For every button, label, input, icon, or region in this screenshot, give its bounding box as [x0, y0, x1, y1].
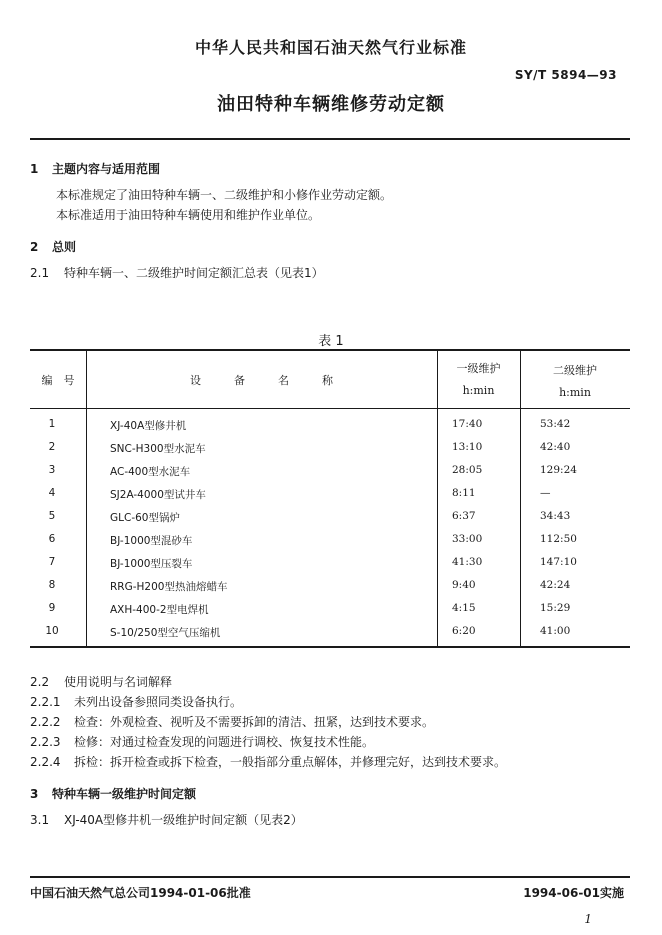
- cell-level1: 41:30: [452, 556, 483, 568]
- cell-level2: —: [540, 487, 551, 499]
- table-caption: 表 1: [318, 334, 344, 349]
- clause-3-1: [30, 811, 303, 828]
- standard-code: SY/T 5894—93: [514, 68, 617, 82]
- cell-equipment: SJ2A-4000型试井车: [110, 489, 206, 501]
- clause-2-2-4: [30, 753, 506, 770]
- cell-level1: 4:15: [452, 602, 476, 614]
- footer-divider: [30, 876, 630, 878]
- cell-level1: 6:37: [452, 510, 476, 522]
- header-level2: 二级维护: [553, 364, 597, 377]
- cell-level1: 6:20: [452, 625, 476, 637]
- cell-level2: 112:50: [540, 533, 577, 545]
- table-top-rule: [30, 349, 630, 351]
- clause-number: 2.2: [30, 675, 50, 689]
- header-level1-unit: h:min: [462, 384, 495, 397]
- cell-level2: 129:24: [540, 464, 577, 476]
- table-row: [30, 464, 630, 486]
- clause-2-2-1: [30, 693, 242, 710]
- paragraph: 本标准规定了油田特种车辆一、二级维护和小修作业劳动定额。: [56, 188, 393, 202]
- clause-2-1: [30, 264, 324, 281]
- cell-number: 4: [48, 487, 56, 499]
- effective-date: 1994-06-01实施: [523, 886, 624, 900]
- cell-number: 3: [48, 464, 56, 476]
- clause-text: 特种车辆一、二级维护时间定额汇总表（见表1）: [64, 266, 324, 280]
- header-divider: [30, 138, 630, 140]
- section-number: 2: [30, 240, 39, 254]
- cell-number: 1: [48, 418, 56, 430]
- section-number: 3: [30, 787, 39, 801]
- cell-level2: 34:43: [540, 510, 571, 522]
- header-level2-unit: h:min: [559, 386, 591, 399]
- section-title: 主题内容与适用范围: [52, 162, 161, 176]
- table-row: [30, 556, 630, 578]
- cell-equipment: AXH-400-2型电焊机: [110, 604, 209, 616]
- cell-number: 8: [48, 579, 56, 591]
- cell-level1: 9:40: [452, 579, 476, 591]
- clause-text: 拆检：拆开检查或拆下检查，一般指部分重点解体，并修理完好，达到技术要求。: [74, 755, 507, 769]
- clause-2-2: [30, 673, 172, 690]
- table-header-rule: [30, 408, 630, 409]
- page-number: 1: [584, 912, 592, 926]
- cell-equipment: XJ-40A型修井机: [110, 420, 187, 432]
- approval-line: 中国石油天然气总公司1994-01-06批准: [30, 886, 251, 900]
- table-row: [30, 418, 630, 440]
- clause-number: 2.2.1: [30, 695, 61, 709]
- cell-equipment: BJ-1000型压裂车: [110, 558, 193, 570]
- cell-level2: 42:24: [540, 579, 571, 591]
- clause-text: 检修：对通过检查发现的问题进行调校、恢复技术性能。: [74, 735, 375, 749]
- cell-number: 10: [45, 625, 59, 637]
- cell-equipment: RRG-H200型热油熔蜡车: [110, 581, 228, 593]
- section-2-heading: [30, 238, 76, 255]
- cell-level1: 33:00: [452, 533, 483, 545]
- cell-equipment: AC-400型水泥车: [110, 466, 191, 478]
- table-row: [30, 602, 630, 624]
- clause-text: XJ-40A型修井机一级维护时间定额（见表2）: [64, 813, 303, 827]
- table-row: [30, 510, 630, 532]
- clause-number: 2.2.4: [30, 755, 61, 769]
- clause-number: 2.2.3: [30, 735, 61, 749]
- cell-level2: 15:29: [540, 602, 571, 614]
- cell-level2: 53:42: [540, 418, 571, 430]
- cell-equipment: BJ-1000型混砂车: [110, 535, 193, 547]
- cell-level1: 13:10: [452, 441, 483, 453]
- table-row: [30, 533, 630, 555]
- section-title: 总则: [52, 240, 77, 254]
- cell-level2: 147:10: [540, 556, 577, 568]
- cell-equipment: S-10/250型空气压缩机: [110, 627, 221, 639]
- paragraph: 本标准适用于油田特种车辆使用和维护作业单位。: [56, 208, 321, 222]
- table-row: [30, 441, 630, 463]
- cell-equipment: SNC-H300型水泥车: [110, 443, 206, 455]
- cell-number: 6: [48, 533, 56, 545]
- clause-2-2-3: [30, 733, 374, 750]
- clause-text: 未列出设备参照同类设备执行。: [74, 695, 243, 709]
- cell-number: 7: [48, 556, 56, 568]
- table-row: [30, 487, 630, 509]
- cell-number: 5: [48, 510, 56, 522]
- clause-text: 检查：外观检查、视听及不需要拆卸的清洁、扭紧，达到技术要求。: [74, 715, 435, 729]
- standard-category: 中华人民共和国石油天然气行业标准: [194, 38, 467, 57]
- clause-number: 2.2.2: [30, 715, 61, 729]
- cell-level1: 8:11: [452, 487, 476, 499]
- section-title: 特种车辆一级维护时间定额: [52, 787, 197, 801]
- table-row: [30, 625, 630, 647]
- cell-number: 9: [48, 602, 56, 614]
- cell-level1: 17:40: [452, 418, 483, 430]
- section-1-heading: [30, 160, 160, 177]
- table-row: [30, 579, 630, 601]
- header-number: 编 号: [41, 374, 75, 387]
- header-level1: 一级维护: [456, 362, 501, 375]
- document-title: 油田特种车辆维修劳动定额: [217, 94, 445, 115]
- clause-text: 使用说明与名词解释: [64, 675, 173, 689]
- cell-level1: 28:05: [452, 464, 483, 476]
- cell-level2: 42:40: [540, 441, 571, 453]
- header-equipment: 设 备 名 称: [190, 374, 333, 387]
- clause-number: 3.1: [30, 813, 50, 827]
- cell-number: 2: [48, 441, 56, 453]
- cell-level2: 41:00: [540, 625, 571, 637]
- clause-2-2-2: [30, 713, 434, 730]
- section-number: 1: [30, 162, 39, 176]
- clause-number: 2.1: [30, 266, 50, 280]
- section-3-heading: [30, 785, 196, 802]
- cell-equipment: GLC-60型锅炉: [110, 512, 180, 524]
